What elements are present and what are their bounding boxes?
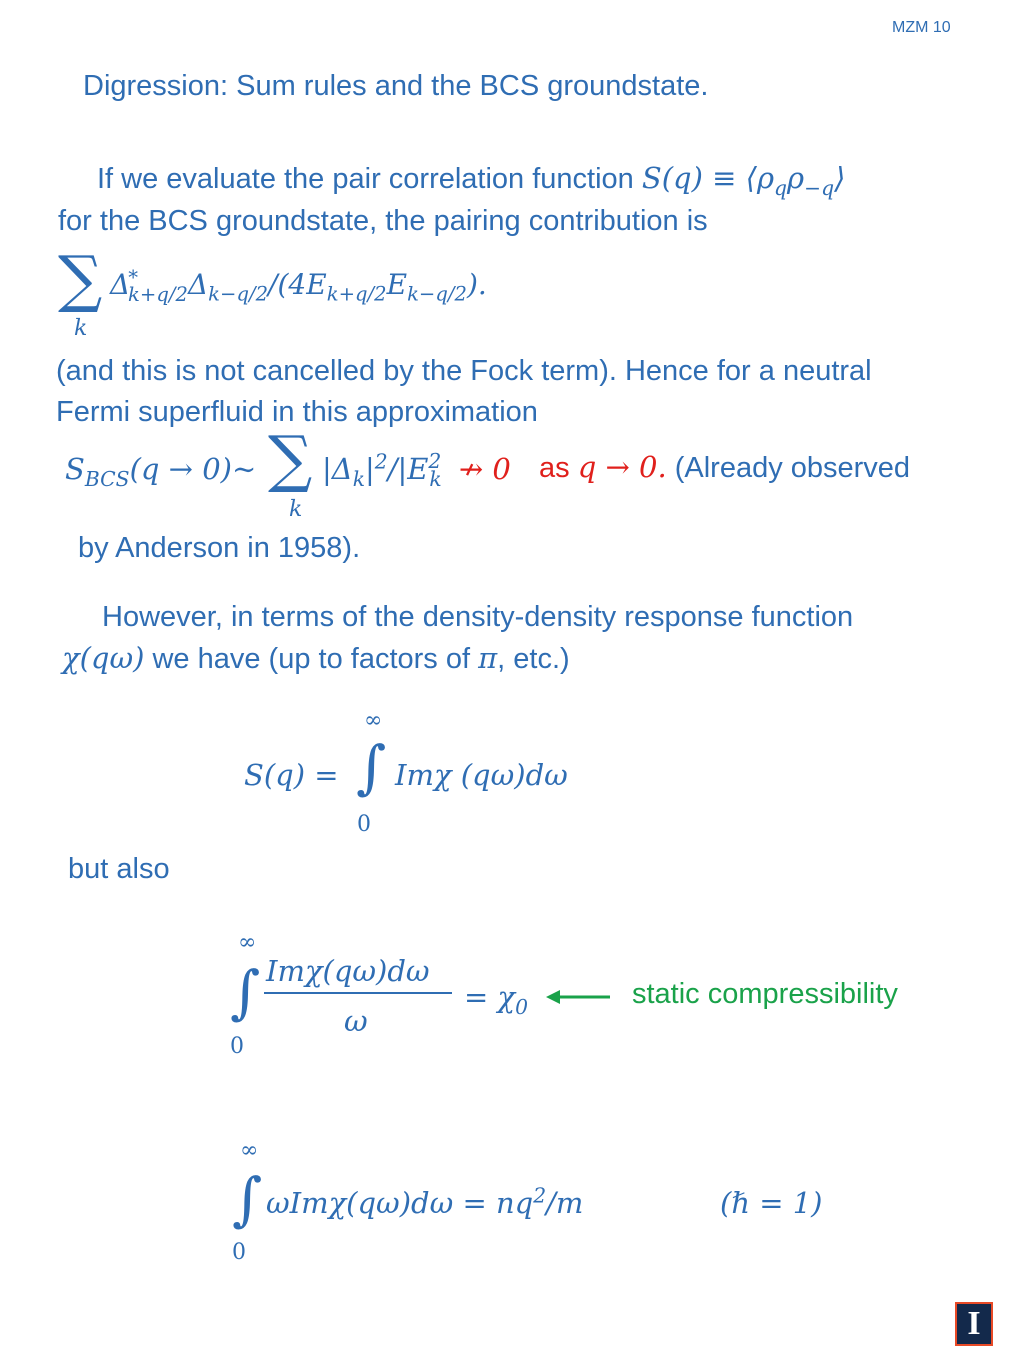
eq3-integral: ∫	[232, 1165, 263, 1233]
sum-index-1: k	[74, 316, 88, 341]
eq2-fraction-bar	[264, 992, 452, 994]
not-to-zero: ↛ 0	[458, 452, 511, 486]
but-also: but also	[68, 853, 170, 885]
slide-number: MZM 10	[892, 19, 951, 36]
para3-line1: However, in terms of the density-density response function	[102, 601, 854, 633]
eq1-integral: ∫	[356, 733, 387, 801]
eq1-upper: ∞	[364, 708, 383, 733]
sbcs-tail: as q → 0. (Already observed	[539, 450, 911, 484]
para1-line1	[97, 161, 846, 200]
sum-symbol-2: ∑	[268, 422, 313, 495]
sbcs-lhs: $S_{BCS}(q$ → 0)∼	[65, 452, 257, 491]
eq1-lhs: S(q) =	[244, 758, 339, 792]
para1-line1-text: If we evaluate the pair correlation function	[97, 163, 642, 195]
sum-index-2: k	[289, 497, 303, 522]
slide-title: Digression: Sum rules and the BCS groundstate.	[83, 70, 709, 102]
static-compressibility-label: static compressibility	[632, 978, 898, 1010]
pair-correlation-math: $S(q) \equiv ⟨\rho_q\rho_{-q}⟩$	[641, 161, 846, 200]
para3-line2: χ(qω) we have (up to factors of π, etc.)	[62, 641, 570, 675]
sum-symbol-1: ∑	[58, 242, 103, 315]
eq3-upper: ∞	[240, 1138, 259, 1163]
university-logo	[955, 1302, 993, 1346]
logo-letter: I	[967, 1305, 981, 1342]
para2-line1: (and this is not cancelled by the Fock term). Hence for a neutral	[56, 355, 872, 387]
eq2-rhs: = $\chi_0$	[464, 980, 528, 1019]
eq2-denominator: ω	[344, 1004, 368, 1038]
para2-end: by Anderson in 1958).	[78, 532, 361, 564]
eq1-lower: 0	[357, 812, 371, 837]
eq3-lower: 0	[232, 1240, 246, 1265]
eq2-lower: 0	[230, 1034, 244, 1059]
eq2-integral: ∫	[230, 958, 261, 1026]
eq3-hbar: (ℏ = 1)	[720, 1186, 823, 1220]
pairing-formula: $\Delta^*_{k+q/2}\Delta_{k-q/2}/(4E_{k+q/2}E_{k-q/2})$.	[110, 265, 487, 306]
sbcs-rhs: $|\Delta_k|^2/|E^2_k$ ↛ 0	[322, 449, 511, 491]
para2-line2: Fermi superfluid in this approximation	[56, 396, 538, 428]
eq3-body: $\omega Im\chi(q\omega)d\omega = nq^2/m$	[266, 1183, 584, 1220]
eq2-numerator: Imχ(qω)dω	[266, 954, 430, 988]
left-arrow-icon	[546, 988, 612, 1006]
eq2-upper: ∞	[238, 930, 257, 955]
para1-line2: for the BCS groundstate, the pairing contribution is	[58, 205, 708, 237]
eq1-rhs: Imχ (qω)dω	[395, 758, 568, 792]
